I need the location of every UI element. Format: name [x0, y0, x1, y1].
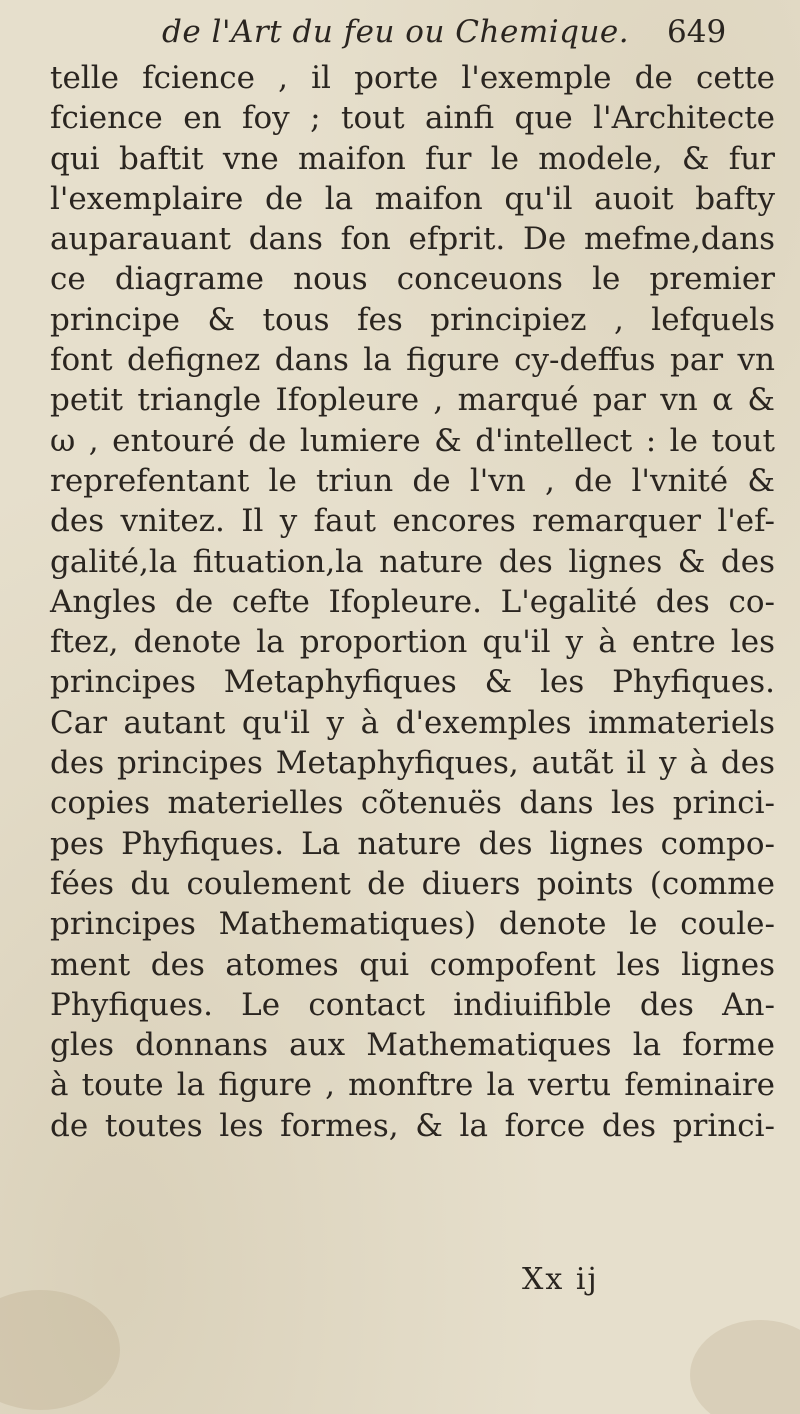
text-line: pes Phyfiques. La nature des lignes compo- — [50, 825, 775, 862]
text-line: ment des atomes qui compofent les lignes — [50, 946, 775, 983]
signature-mark: Xx ij — [522, 1262, 599, 1297]
running-head-title: de l'Art du feu ou Chemique. — [162, 14, 630, 50]
text-line: ω , entouré de lumiere & d'intellect : le tout — [50, 422, 775, 459]
body-text — [50, 58, 775, 1146]
text-line: Car autant qu'il y à d'exemples immateriels — [50, 704, 775, 741]
text-line: reprefentant le triun de l'vn , de l'vnité & — [50, 462, 775, 499]
text-line: ce diagrame nous conceuons le premier — [50, 261, 775, 298]
text-line: copies materielles cõtenuës dans les princi- — [50, 785, 775, 822]
text-line: l'exemplaire de la maifon qu'il auoit bafty — [50, 180, 775, 217]
text-line: Phyfiques. Le contact indiuifible des An- — [50, 986, 775, 1023]
text-line: gles donnans aux Mathematiques la forme — [50, 1027, 775, 1064]
text-line: auparauant dans fon efprit. De mefme,dans — [50, 221, 775, 258]
text-line: font defignez dans la figure cy-deffus par vn — [50, 342, 775, 379]
text-line: petit triangle Ifopleure , marqué par vn α & — [50, 382, 775, 419]
text-line: qui baftit vne maifon fur le modele, & fur — [50, 140, 775, 177]
signature-row — [0, 1262, 800, 1302]
text-line: principe & tous fes principiez , lefquels — [50, 301, 775, 338]
text-line: de toutes les formes, & la force des princi- — [50, 1107, 775, 1144]
text-line: principes Mathematiques) denote le coule- — [50, 906, 775, 943]
page-number: 649 — [667, 14, 727, 50]
paper-stain — [690, 1320, 800, 1414]
running-head — [0, 8, 800, 58]
text-line: principes Metaphyfiques & les Phyfiques. — [50, 664, 775, 701]
text-line: à toute la figure , monftre la vertu feminaire — [50, 1067, 775, 1104]
text-line: fcience en foy ; tout ainfi que l'Architecte — [50, 100, 775, 137]
paper-stain — [0, 1290, 120, 1410]
text-line: des principes Metaphyfiques, autãt il y à des — [50, 745, 775, 782]
text-line: ftez, denote la proportion qu'il y à entre les — [50, 624, 775, 661]
text-line: telle fcience , il porte l'exemple de cette — [50, 60, 775, 96]
text-line: galité,la fituation,la nature des lignes & des — [50, 543, 775, 580]
text-line: des vnitez. Il y faut encores remarquer l'ef- — [50, 503, 775, 540]
text-line: fées du coulement de diuers points (comme — [50, 865, 775, 902]
text-line: Angles de cefte Ifopleure. L'egalité des co- — [50, 583, 775, 620]
